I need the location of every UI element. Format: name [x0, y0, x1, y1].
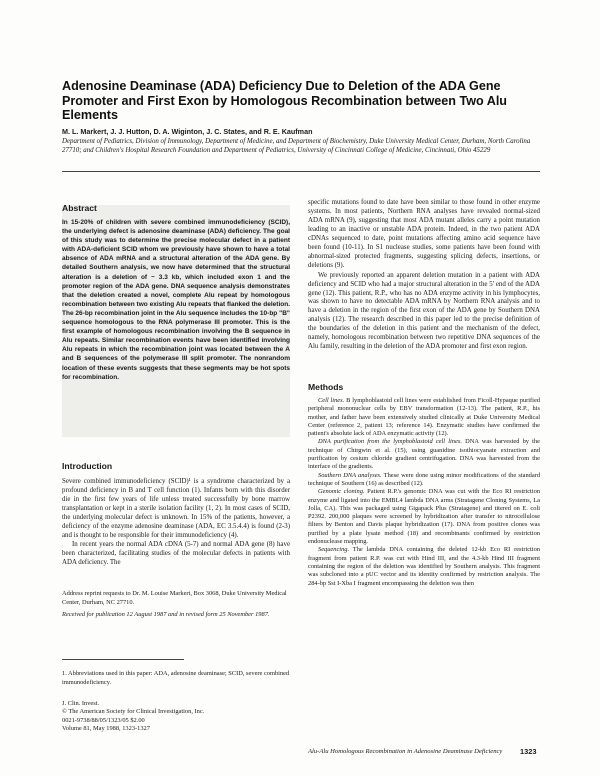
publication-info	[62, 700, 290, 734]
methods-heading: Methods	[308, 382, 344, 392]
methods-sequencing: Sequencing. The lambda DNA containing the deleted 12-kb Eco RI restriction fragment from patient R.P. was cut with Hind III, and the 4.3-kb Hind III fragment containing the region of the deletion was identified by Southern analysis. This fragment was subcloned into a pUC vector and its identity confirmed by restriction analysis. The 284-bp Sst I-Xba I fragment encompassing the deletion was then	[308, 546, 541, 587]
introduction-paragraph-1: Severe combined immunodeficiency (SCID)¹ is a syndrome characterized by a profound deficiency in B and T cell function (1). Infants born with this disorder die in the first few years of life unless treated successfully by bone marrow transplantation or kept in a sterile isolation facility (1, 2). In most cases of SCID, the underlying molecular defect is unknown. In 15% of the patients, however, a deficiency of the enzyme adenosine deaminase (ADA, EC 3.5.4.4) is found (2-3) and is thought to be responsible for their immunodeficiency (4).	[62, 478, 290, 539]
methods-dna-purification: DNA purification from the lymphoblastoid cell lines. DNA was harvested by the technique of Chirgwin et al. (15), using guanidine isothiocyanate extraction and purification by cesium chloride gradient centrifugation. DNA was harvested from the interface of the gradients.	[308, 438, 540, 471]
affiliation: Department of Pediatrics, Division of Immunology, Department of Medicine, and Department of Biochemistry, Duke University Medical Center, Durham, North Carolina 27710; and Children's Hospital Research Foundation and Department of Pediatrics, University of Cincinnati College of Medicine, Cincinnati, Ohio 45229	[62, 138, 531, 154]
received-dates: Received for publication 12 August 1987 and in revised form 25 November 1987.	[62, 611, 270, 618]
intro-continued-paragraph: specific mutations found to date have been similar to those found in other enzyme systems. In most patients, Northern RNA analyses have revealed normal-sized ADA mRNA (9), suggesting that most ADA mutant alleles carry a point mutation leading to an inactive or unstable ADA protein. Indeed, in the two patient ADA cDNAs sequenced to date, point mutations affecting amino acid sequence have been found (10-11). In S1 nuclease studies, some patients have been found with abnormal-sized protected fragments, suggesting splicing defects, insertions, or deletions (9).	[308, 199, 540, 269]
abbreviations-footnote: 1. Abbreviations used in this paper: ADA, adenosine deaminase; SCID, severe combined immunodeficiency.	[62, 670, 290, 686]
page-number: 1323	[520, 747, 537, 756]
methods-body	[308, 397, 540, 588]
previous-report-paragraph: We previously reported an apparent deletion mutation in a patient with ADA deficiency and SCID who had a major structural alteration in the 5' end of the ADA gene (12). This patient, R.P., who has no ADA enzyme activity in his lymphocytes, was shown to have no detectable ADA mRNA by Northern RNA analysis and to have a deletion in the region of the first exon of the ADA gene by Southern DNA analysis (12). The research described in this paper led to the precise definition of the boundaries of the deletion in this patient and the mechanism of the defect, namely, homologous recombination between two repetitive DNA sequences of the Alu family, resulting in the deletion of the ADA promoter and first exon region.	[308, 271, 540, 351]
reprint-address: Address reprint requests to Dr. M. Louise Markert, Box 3068, Duke University Medical Center, Durham, NC 27710.	[62, 590, 287, 606]
article-title: Adenosine Deaminase (ADA) Deficiency Due to Deletion of the ADA Gene Promoter and First Exon by Homologous Recombination between Two Alu Elements	[62, 79, 508, 122]
copyright: © The American Society for Clinical Investigation, Inc.	[62, 708, 205, 716]
footnote-rule	[62, 659, 184, 660]
right-column-intro	[308, 199, 540, 352]
abstract-text: In 15-20% of children with severe combined immunodeficiency (SCID), the underlying defect is adenosine deaminase (ADA) deficiency. The goal of this study was to determine the precise molecular defect in a patient with ADA-deficient SCID whom we previously have shown to have a total absence of ADA mRNA and a structural alteration of the ADA gene. By detailed Southern analysis, we now have determined that the structural alteration is a deletion of ~ 3.3 kb, which included exon 1 and the promoter region of the ADA gene. DNA sequence analysis demonstrates that the deletion created a novel, complete Alu repeat by homologous recombination between two existing Alu repeats that flanked the deletion. The 26-bp recombination joint in the Alu sequence includes the 10-bp "B" sequence homologous to the RNA polymerase III promoter. This is the first example of homologous recombination involving the B sequence in Alu repeats. Similar recombination events have been identified involving Alu repeats in which the recombination joint was located between the A and B sequences of the polymerase III split promoter. The nonrandom location of these events suggests that these segments may be hot spots for recombination.	[62, 219, 290, 381]
issn: 0021-9738/88/05/1323/05 $2.00	[62, 716, 145, 724]
author-list: M. L. Markert, J. J. Hutton, D. A. Wiginton, J. C. States, and R. E. Kaufman	[62, 127, 313, 136]
methods-southern: Southern DNA analyses. These were done using minor modifications of the standard technique of Southern (16) as described (12).	[308, 471, 541, 487]
running-title: Alu-Alu Homologous Recombination in Adenosine Deaminase Deficiency	[308, 748, 503, 755]
abstract-heading: Abstract	[62, 203, 97, 213]
volume-info: Volume 81, May 1988, 1323-1327	[62, 725, 150, 733]
introduction-paragraph-2: In recent years the normal ADA cDNA (5-7) and normal ADA gene (8) have been characterized, facilitating studies of the molecular defects in patients with ADA deficiency. The	[62, 540, 290, 566]
introduction-heading: Introduction	[62, 461, 113, 471]
methods-genomic-cloning: Genomic cloning. Patient R.P.'s genomic DNA was cut with the Eco RI restriction enzyme and ligated into the EMBL4 lambda DNA arms (Stratagene Cloning Systems, La Jolla, CA). This was packaged using Gigapack Plus (Stratagene) and titered on E. coli P2392. 200,000 plaques were screened by hybridization after transfer to nitrocellulose filters by Benton and Davis plaque hybridization (17). DNA from positive clones was purified by a plate lysate method (18) and recombinants confirmed by restriction endonuclease mapping.	[308, 488, 540, 546]
introduction-body	[62, 478, 290, 568]
journal-name: J. Clin. Invest.	[62, 700, 100, 707]
header-rule	[62, 171, 540, 172]
methods-cell-lines: Cell lines. B lymphoblastoid cell lines were established from Ficoll-Hypaque purified peripheral mononuclear cells by EBV transformation (12-13). The patient, R.P., his mother, and father have been extensively studied clinically at Duke University Medical Center (reference 2, patient 13; reference 14). Enzymatic studies have confirmed the patient's absolute lack of ADA enzymatic activity (12).	[308, 397, 540, 438]
